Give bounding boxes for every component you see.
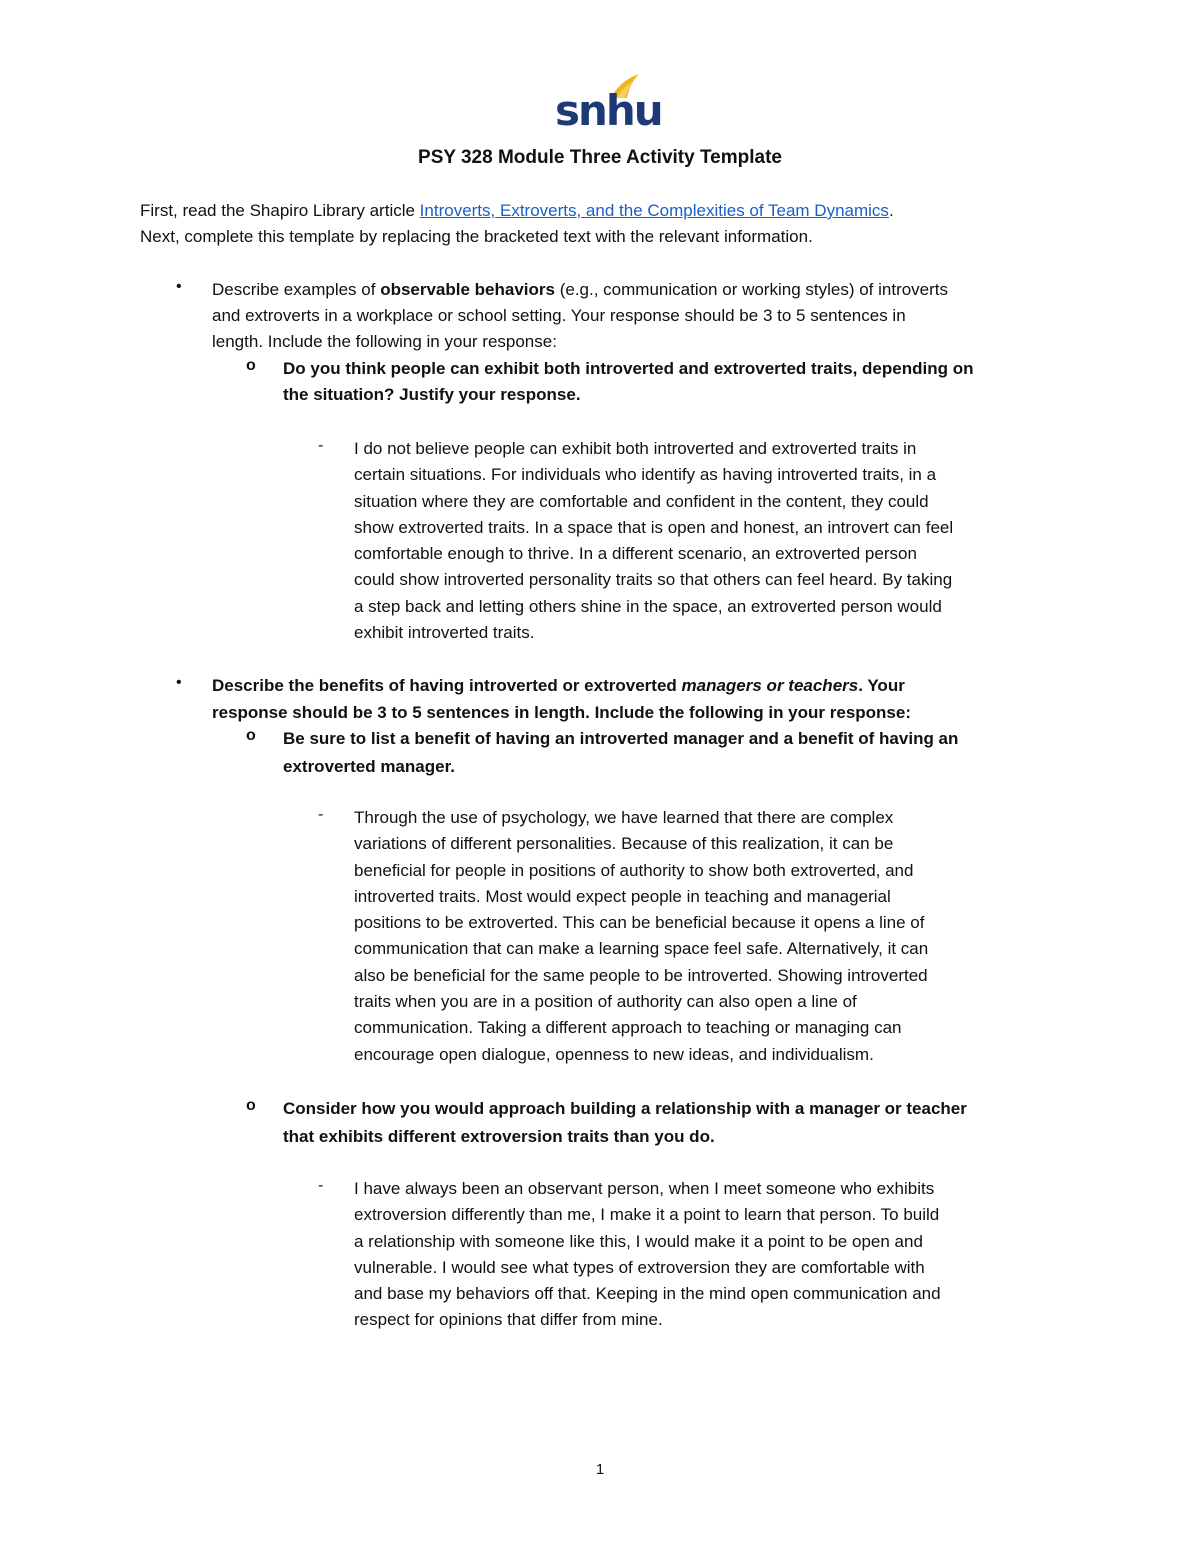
answer-line: a step back and letting others shine in the space, an extroverted person would [354, 596, 942, 616]
sub-bullet-marker: o [246, 357, 256, 374]
section1-question-line-2: the situation? Justify your response. [283, 385, 581, 404]
section1-prompt-line-3: length. Include the following in your response: [212, 332, 557, 351]
answer-line: beneficial for people in positions of authority to show both extroverted, and [354, 860, 914, 880]
answer-line: comfortable enough to thrive. In a different scenario, an extroverted person [354, 544, 917, 564]
answer-line: encourage open dialogue, openness to new ideas, and individualism. [354, 1044, 874, 1064]
answer-line: vulnerable. I would see what types of extroversion they are comfortable with [354, 1257, 925, 1277]
section2-question1-line-1: Be sure to list a benefit of having an introverted manager and a benefit of having an [283, 729, 959, 748]
answer-line: positions to be extroverted. This can be beneficial because it opens a line of [354, 913, 925, 933]
answer-line: show extroverted traits. In a space that is open and honest, an introvert can feel [354, 517, 954, 537]
answer-line: a relationship with someone like this, I would make it a point to be open and [354, 1231, 923, 1251]
answer-line: variations of different personalities. Because of this realization, it can be [354, 834, 894, 854]
answer-dash-marker: - [318, 1177, 324, 1194]
section2-question2-line-2: that exhibits different extroversion traits than you do. [283, 1127, 715, 1146]
answer-line: I do not believe people can exhibit both introverted and extroverted traits in [354, 439, 917, 458]
answer-line: and base my behaviors off that. Keeping in the mind open communication and [354, 1284, 941, 1304]
answer-line: exhibit introverted traits. [354, 623, 535, 643]
page-title: PSY 328 Module Three Activity Template [418, 147, 782, 168]
sub-bullet-marker: o [246, 1097, 256, 1114]
answer-line: I have always been an observant person, when I meet someone who exhibits [354, 1179, 935, 1198]
answer-line: communication that can make a learning space feel safe. Alternatively, it can [354, 939, 929, 959]
section2-answer2 [354, 1176, 941, 1334]
answer-line: Through the use of psychology, we have learned that there are complex [354, 808, 894, 827]
section1-prompt-line-2: and extroverts in a workplace or school setting. Your response should be 3 to 5 sentences in [212, 306, 906, 325]
section1-answer [354, 436, 953, 646]
bullet-marker: • [176, 278, 182, 295]
section1-question-line-1: Do you think people can exhibit both introverted and extroverted traits, depending on [283, 359, 974, 378]
answer-line: situation where they are comfortable and confident in the content, they could [354, 491, 929, 511]
intro-line-1: First, read the Shapiro Library article Introverts, Extroverts, and the Complexities of Team Dynamics. [140, 201, 894, 220]
answer-line: traits when you are in a position of authority can also open a line of [354, 992, 857, 1012]
sub-bullet-marker: o [246, 727, 256, 744]
page-number: 1 [595, 1461, 605, 1478]
answer-line: certain situations. For individuals who identify as having introverted traits, in a [354, 465, 937, 485]
answer-dash-marker: - [318, 806, 324, 823]
section2-prompt-line-2: response should be 3 to 5 sentences in length. Include the following in your response: [212, 703, 911, 722]
section2-answer1 [354, 805, 928, 1068]
section2-question1-line-2: extroverted manager. [283, 757, 455, 776]
snhu-logo [555, 70, 662, 135]
article-link[interactable]: Introverts, Extroverts, and the Complexities of Team Dynamics [419, 201, 889, 220]
section2-question2-line-1: Consider how you would approach building a relationship with a manager or teacher [283, 1099, 967, 1118]
section1-prompt-line-1: Describe examples of observable behaviors (e.g., communication or working styles) of introverts [212, 280, 949, 299]
answer-line: introverted traits. Most would expect people in teaching and managerial [354, 886, 891, 906]
bullet-marker: • [176, 674, 182, 691]
logo-wordmark: snhu [555, 86, 662, 135]
answer-line: communication. Taking a different approach to teaching or managing can [354, 1018, 902, 1038]
intro-line-2: Next, complete this template by replacing the bracketed text with the relevant information. [140, 227, 813, 246]
answer-line: extroversion differently than me, I make it a point to learn that person. To build [354, 1205, 940, 1225]
answer-line: also be beneficial for the same people to be introverted. Showing introverted [354, 965, 928, 985]
answer-dash-marker: - [318, 437, 324, 454]
section2-prompt-line-1: Describe the benefits of having introverted or extroverted managers or teachers. Your [212, 676, 905, 695]
answer-line: could show introverted personality traits so that others can feel heard. By taking [354, 570, 953, 590]
answer-line: respect for opinions that differ from mine. [354, 1310, 663, 1330]
